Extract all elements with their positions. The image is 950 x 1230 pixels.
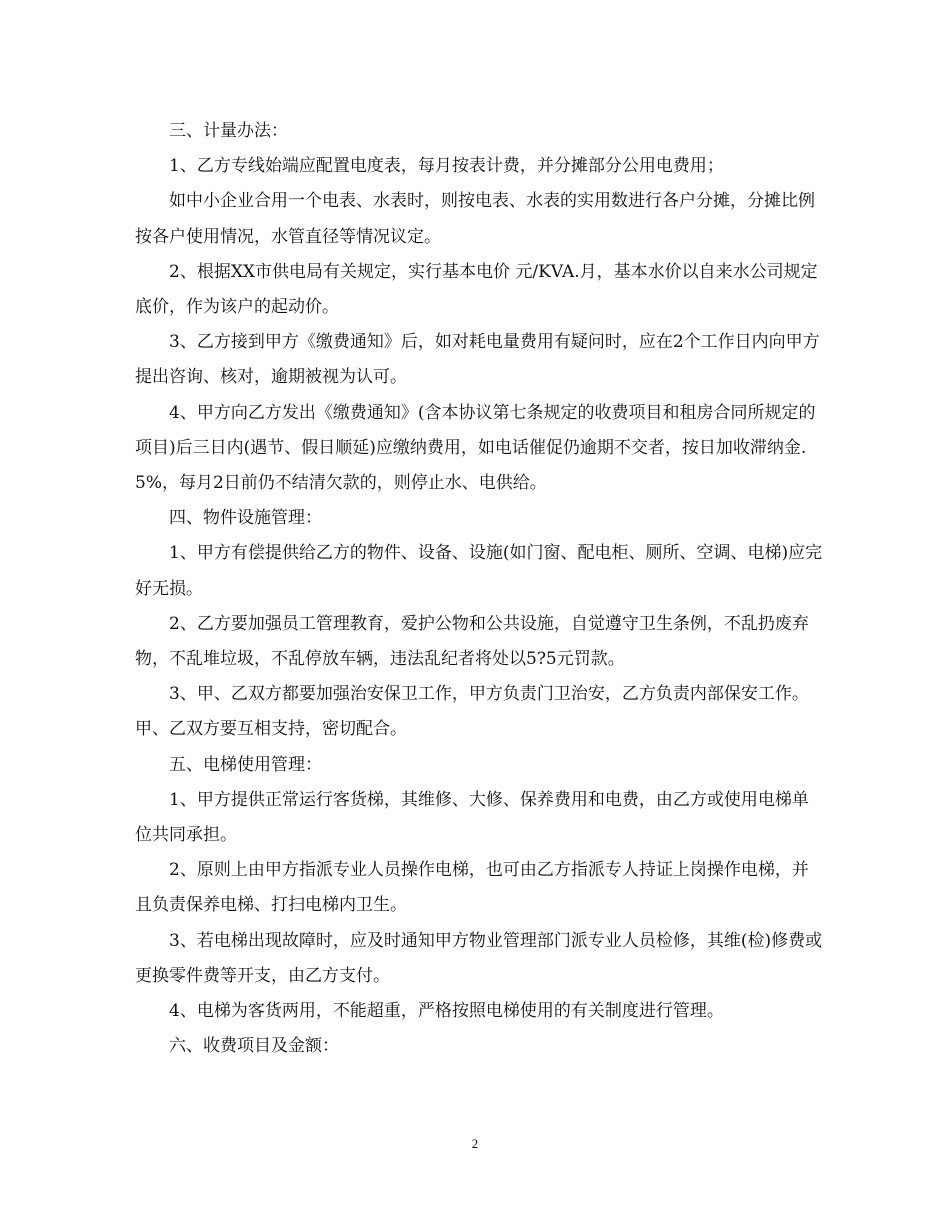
paragraph: 4、甲方向乙方发出《缴费通知》(含本协议第七条规定的收费项目和租房合同所规定的项目)后三日内(遇节、假日顺延)应缴纳费用，如电话催促仍逾期不交者，按日加收滞纳金.5%，每月2日前仍不结清欠款的，则停止水、电供给。 xyxy=(135,402,816,494)
section-heading-fees: 六、收费项目及金额： xyxy=(169,1036,339,1057)
paragraph: 2、原则上由甲方指派专业人员操作电梯，也可由乙方指派专人持证上岗操作电梯，并且负责保养电梯、打扫电梯内卫生。 xyxy=(135,860,809,916)
paragraph: 1、甲方有偿提供给乙方的物件、设备、设施(如门窗、配电柜、厕所、空调、电梯)应完好无损。 xyxy=(135,543,823,599)
paragraph: 2、乙方要加强员工管理教育，爱护公物和公共设施，自觉遵守卫生条例，不乱扔废弃物，不乱堆垃圾，不乱停放车辆，违法乱纪者将处以5?5元罚款。 xyxy=(135,613,809,670)
section-heading-metering: 三、计量办法： xyxy=(169,121,288,141)
paragraph: 3、若电梯出现故障时，应及时通知甲方物业管理部门派专业人员检修，其维(检)修费或更换零件费等开支，由乙方支付。 xyxy=(135,930,823,986)
document-body xyxy=(135,114,825,1064)
paragraph: 1、甲方提供正常运行客货梯，其维修、大修、保养费用和电费，由乙方或使用电梯单位共同承担。 xyxy=(135,789,809,846)
paragraph: 2、根据XX市供电局有关规定，实行基本电价 元/KVA.月，基本水价以自来水公司规定底价，作为该户的起动价。 xyxy=(135,261,818,318)
page-number: 2 xyxy=(471,1136,479,1151)
paragraph: 如中小企业合用一个电表、水表时，则按电表、水表的实用数进行各户分摊，分摊比例按各户使用情况，水管直径等情况议定。 xyxy=(135,191,815,247)
paragraph: 4、电梯为客货两用，不能超重，严格按照电梯使用的有关制度进行管理。 xyxy=(169,1001,724,1022)
paragraph: 3、乙方接到甲方《缴费通知》后，如对耗电量费用有疑问时，应在2个工作日内向甲方提出咨询、核对，逾期被视为认可。 xyxy=(135,332,820,388)
section-heading-elevator: 五、电梯使用管理： xyxy=(169,754,322,775)
paragraph: 3、甲、乙双方都要加强治安保卫工作，甲方负责门卫治安，乙方负责内部保安工作。甲、乙双方要互相支持，密切配合。 xyxy=(135,684,809,740)
section-heading-facilities: 四、物件设施管理： xyxy=(169,508,322,529)
paragraph: 1、乙方专线始端应配置电度表，每月按表计费，并分摊部分公用电费用； xyxy=(169,156,724,177)
